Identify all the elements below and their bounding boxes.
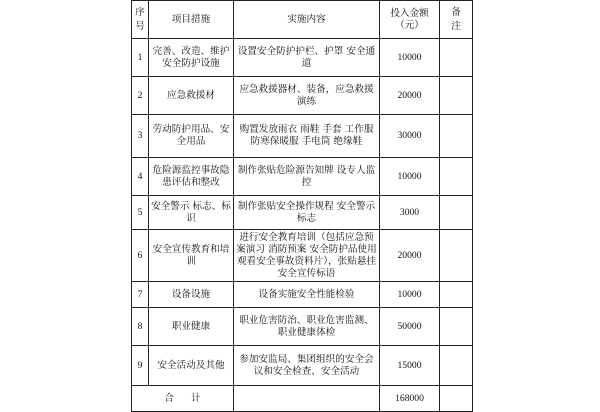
row-amount: 10000	[380, 39, 440, 77]
row-amount: 10000	[380, 158, 440, 196]
row-amount: 50000	[380, 308, 440, 346]
header-amount: 投入金额（元）	[380, 1, 440, 39]
row-note	[440, 230, 473, 282]
row-note	[440, 282, 473, 308]
row-project: 劳动防护用品、安全用品	[149, 115, 234, 158]
row-number: 5	[132, 196, 149, 230]
total-amount: 168000	[380, 386, 440, 412]
header-project: 项目措施	[149, 1, 234, 39]
table-row	[132, 39, 473, 77]
row-number: 2	[132, 77, 149, 115]
row-number: 3	[132, 115, 149, 158]
row-content: 参加安监局、集团组织的安全会议和安全检查、安全活动	[234, 346, 380, 386]
row-note	[440, 346, 473, 386]
row-content: 职业危害防治、职业危害监测、职业健康体检	[234, 308, 380, 346]
row-note	[440, 196, 473, 230]
table-row	[132, 282, 473, 308]
table-row	[132, 196, 473, 230]
header-note: 备注	[440, 1, 473, 39]
row-content: 制作张贴危险源告知牌 设专人监控	[234, 158, 380, 196]
row-note	[440, 158, 473, 196]
row-project: 安全宣传教育和培训	[149, 230, 234, 282]
total-note	[440, 386, 473, 412]
row-number: 6	[132, 230, 149, 282]
row-project: 危险源监控事故隐患评估和整改	[149, 158, 234, 196]
total-row	[132, 386, 473, 412]
row-content: 设备实施安全性能检验	[234, 282, 380, 308]
row-number: 9	[132, 346, 149, 386]
table-row	[132, 77, 473, 115]
row-amount: 10000	[380, 282, 440, 308]
row-number: 7	[132, 282, 149, 308]
header-content: 实施内容	[234, 1, 380, 39]
row-amount: 3000	[380, 196, 440, 230]
table-row	[132, 346, 473, 386]
row-amount: 15000	[380, 346, 440, 386]
row-content: 进行安全教育培训（包括应急预案演习 消防预案 安全防护品使用观看安全事故资料片），张贴悬挂安全宣传标语	[234, 230, 380, 282]
total-empty	[234, 386, 380, 412]
row-project: 安全警示 标志、标识	[149, 196, 234, 230]
row-amount: 20000	[380, 77, 440, 115]
row-number: 1	[132, 39, 149, 77]
row-project: 安全活动及其他	[149, 346, 234, 386]
row-note	[440, 77, 473, 115]
row-content: 设置安全防护护栏、护罩 安全通道	[234, 39, 380, 77]
table-row	[132, 115, 473, 158]
row-amount: 20000	[380, 230, 440, 282]
table-row	[132, 308, 473, 346]
row-project: 职业健康	[149, 308, 234, 346]
table-row	[132, 230, 473, 282]
row-project: 应急救援材	[149, 77, 234, 115]
row-note	[440, 308, 473, 346]
table-row	[132, 158, 473, 196]
row-amount: 30000	[380, 115, 440, 158]
row-content: 购置发放雨衣 雨鞋 手套 工作服防寒保暖服 手电筒 绝缘鞋	[234, 115, 380, 158]
row-content: 制作张贴安全操作规程 安全警示标志	[234, 196, 380, 230]
row-project: 设备设施	[149, 282, 234, 308]
row-number: 4	[132, 158, 149, 196]
safety-investment-table	[131, 0, 473, 412]
row-content: 应急救援器材、装备，应急救援演练	[234, 77, 380, 115]
header-row	[132, 1, 473, 39]
total-label: 合 计	[132, 386, 234, 412]
row-number: 8	[132, 308, 149, 346]
table-body	[132, 1, 473, 412]
row-note	[440, 39, 473, 77]
row-note	[440, 115, 473, 158]
header-seq: 序号	[132, 1, 149, 39]
row-project: 完善、改造、维护安全防护设施	[149, 39, 234, 77]
